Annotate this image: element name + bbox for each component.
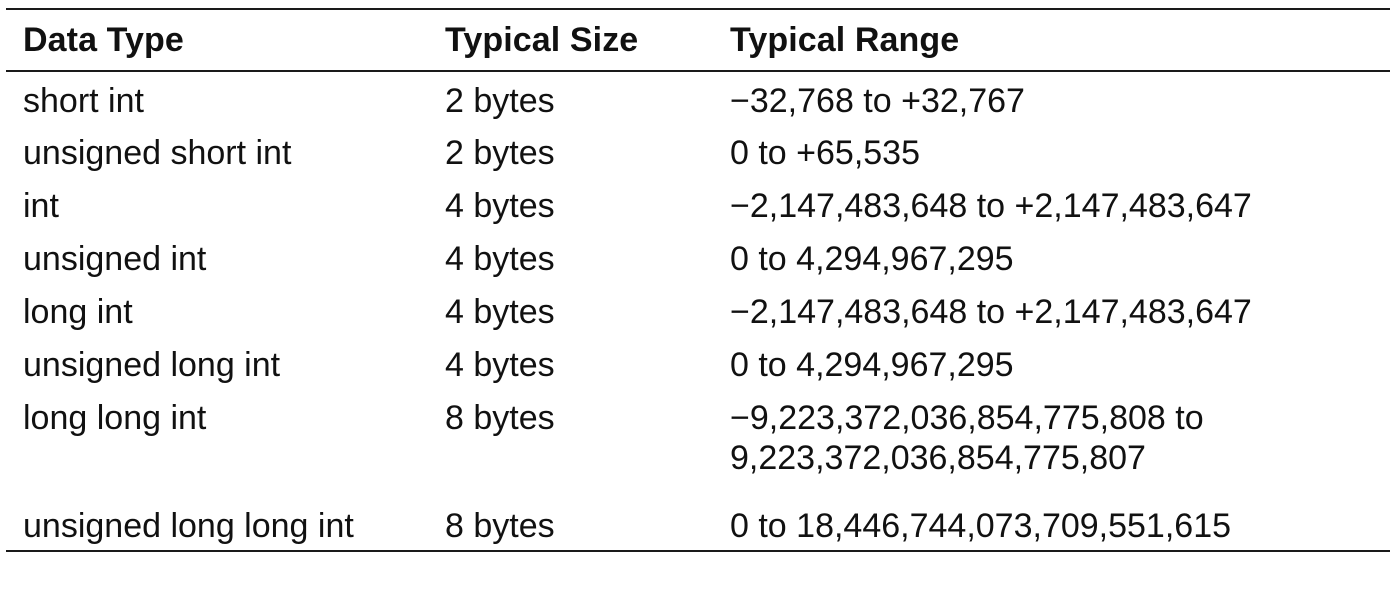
cell-data-type: unsigned long long int xyxy=(23,507,354,545)
cell-typical-range: 0 to 18,446,744,073,709,551,615 xyxy=(730,507,1232,545)
cell-data-type: int xyxy=(23,187,59,225)
cell-typical-range: 0 to 4,294,967,295 xyxy=(730,240,1014,278)
cell-data-type: unsigned long int xyxy=(23,346,281,384)
table-row xyxy=(6,495,1390,551)
header-typical-size: Typical Size xyxy=(445,20,639,59)
range-line-1: −9,223,372,036,854,775,808 to xyxy=(730,399,1204,437)
cell-data-type: short int xyxy=(23,82,144,120)
table-body xyxy=(6,71,1390,551)
header-typical-range: Typical Range xyxy=(730,20,960,59)
table-row xyxy=(6,283,1390,336)
table-header xyxy=(6,9,1390,71)
table-row xyxy=(6,230,1390,283)
cell-typical-range: −32,768 to +32,767 xyxy=(730,82,1025,120)
data-type-table xyxy=(6,8,1390,552)
cell-typical-range xyxy=(713,389,1390,495)
cell-typical-size: 2 bytes xyxy=(445,134,555,172)
cell-typical-size: 2 bytes xyxy=(445,82,555,120)
cell-data-type: unsigned short int xyxy=(23,134,292,172)
range-line-2: 9,223,372,036,854,775,807 xyxy=(730,439,1146,477)
cell-typical-size: 4 bytes xyxy=(445,187,555,225)
table-row xyxy=(6,389,1390,495)
data-type-table-container xyxy=(6,8,1390,552)
cell-typical-range: 0 to 4,294,967,295 xyxy=(730,346,1014,384)
table-row xyxy=(6,71,1390,124)
cell-typical-range: −2,147,483,648 to +2,147,483,647 xyxy=(730,293,1252,331)
cell-typical-size: 4 bytes xyxy=(445,240,555,278)
cell-typical-size: 8 bytes xyxy=(445,399,555,437)
cell-typical-size: 4 bytes xyxy=(445,346,555,384)
cell-typical-range: −2,147,483,648 to +2,147,483,647 xyxy=(730,187,1252,225)
table-row xyxy=(6,336,1390,389)
table-row xyxy=(6,177,1390,230)
cell-typical-size: 4 bytes xyxy=(445,293,555,331)
header-data-type: Data Type xyxy=(23,20,184,59)
cell-typical-size: 8 bytes xyxy=(445,507,555,545)
table-row xyxy=(6,124,1390,177)
header-row xyxy=(6,9,1390,71)
cell-data-type: long int xyxy=(23,293,133,331)
cell-typical-range: 0 to +65,535 xyxy=(730,134,921,172)
cell-data-type: long long int xyxy=(23,399,207,437)
cell-data-type: unsigned int xyxy=(23,240,207,278)
